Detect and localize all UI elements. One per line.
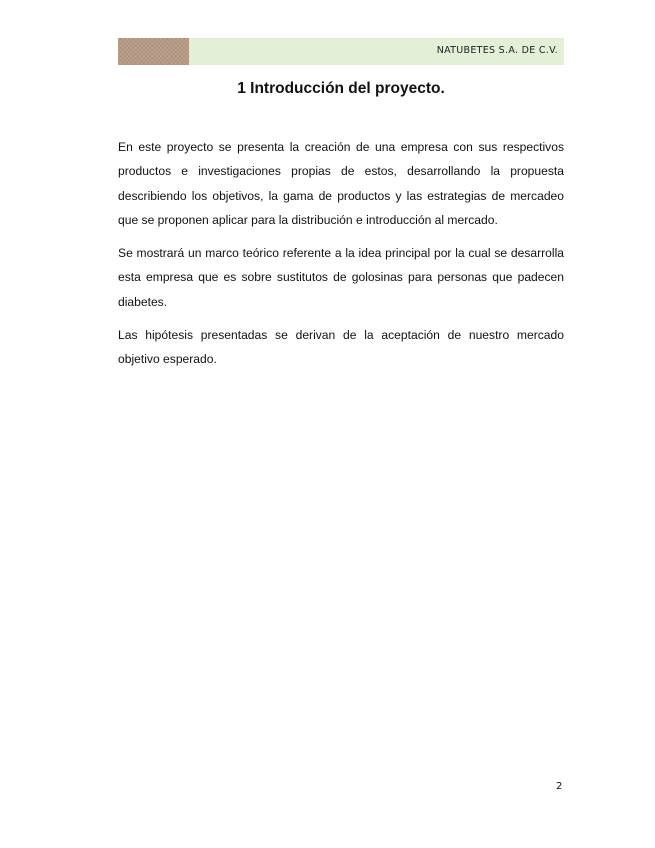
paragraph: Las hipótesis presentadas se derivan de la aceptación de nuestro mercado objetivo esperado. xyxy=(118,328,564,367)
page-number: 2 xyxy=(556,781,563,792)
header-company-name: NATUBETES S.A. DE C.V. xyxy=(436,45,558,56)
paragraph: Se mostrará un marco teórico referente a la idea principal por la cual se desarrolla esta empresa que es sobre sustitutos de golosinas para personas que padecen diabetes. xyxy=(118,246,564,309)
section-heading: 1 Introducción del proyecto. xyxy=(237,80,445,97)
body-text xyxy=(118,135,564,381)
paragraph: En este proyecto se presenta la creación de una empresa con sus respectivos productos e investigaciones propias de estos, desarrollando la propuesta describiendo los objetivos, la gama de productos y las estrategias de mercadeo que se proponen aplicar para la distribución e introducción al mercado. xyxy=(118,140,564,227)
header-decorative-swatch xyxy=(118,38,189,65)
page-header xyxy=(118,38,564,65)
